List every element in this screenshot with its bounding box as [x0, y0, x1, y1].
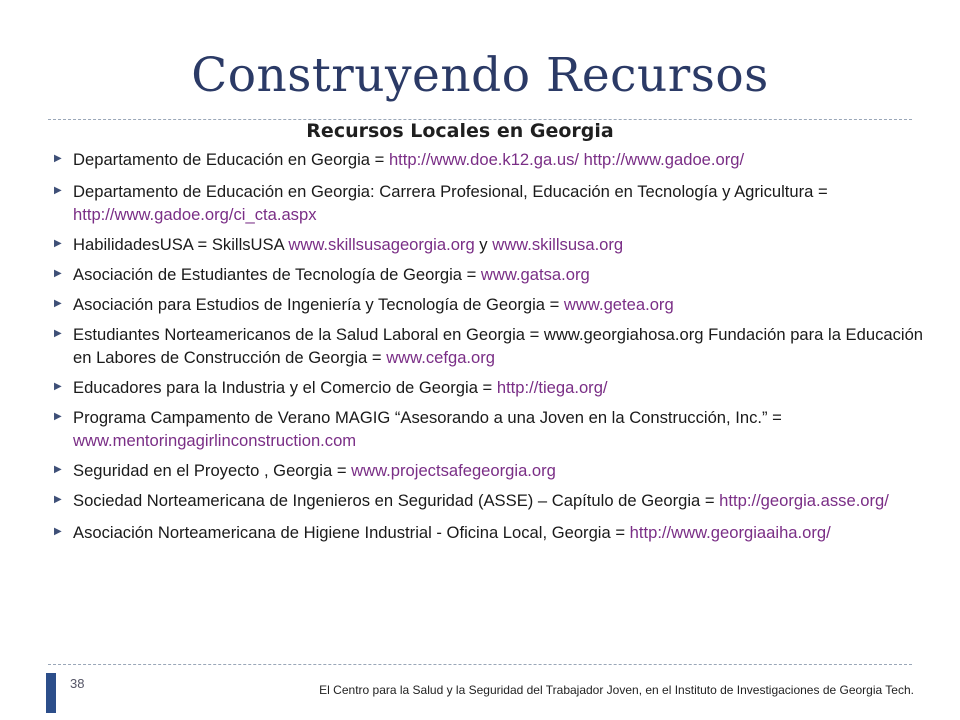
- resource-link[interactable]: http://tiega.org/: [496, 378, 608, 397]
- bullet-arrow-icon: ▶: [54, 185, 62, 196]
- resource-description: Seguridad en el Proyecto , Georgia =: [73, 461, 352, 480]
- resource-item: [46, 293, 926, 316]
- resource-item: [46, 406, 926, 452]
- resource-link[interactable]: http://www.doe.k12.ga.us/: [388, 150, 579, 169]
- bullet-arrow-icon: ▶: [54, 328, 62, 339]
- bullet-arrow-icon: ▶: [54, 153, 62, 164]
- resource-description: Educadores para la Industria y el Comercio de Georgia =: [73, 378, 497, 397]
- resource-description: Sociedad Norteamericana de Ingenieros en Seguridad (ASSE) – Capítulo de Georgia =: [73, 491, 720, 510]
- resource-link[interactable]: www.gatsa.org: [480, 265, 590, 284]
- resource-list: [46, 148, 926, 544]
- resource-item: [46, 323, 926, 369]
- resource-description: HabilidadesUSA = SkillsUSA: [73, 235, 289, 254]
- bullet-arrow-icon: ▶: [54, 526, 62, 537]
- resource-description: Asociación para Estudios de Ingeniería y Tecnología de Georgia =: [73, 295, 564, 314]
- resource-link[interactable]: www.mentoringagirlinconstruction.com: [73, 431, 357, 450]
- resource-item: [46, 459, 926, 482]
- resource-description: y: [474, 235, 493, 254]
- resource-description: Departamento de Educación en Georgia: Carrera Profesional, Educación en Tecnología y Agricultura =: [73, 182, 828, 201]
- bullet-arrow-icon: ▶: [54, 268, 62, 279]
- resource-description: Estudiantes Norteamericanos de la Salud Laboral en Georgia = www.georgiahosa.org Fundación para la Educación en Labores de Construcción de Georgia =: [73, 325, 924, 367]
- bullet-arrow-icon: ▶: [54, 411, 62, 422]
- slide-title: Construyendo Recursos: [191, 48, 769, 103]
- bullet-arrow-icon: ▶: [54, 464, 62, 475]
- resource-description: Programa Campamento de Verano MAGIG “Asesorando a una Joven en la Construcción, Inc.” =: [73, 408, 782, 427]
- bottom-divider: [48, 664, 912, 665]
- resource-link[interactable]: www.getea.org: [563, 295, 674, 314]
- resource-link[interactable]: www.skillsusa.org: [492, 235, 624, 254]
- resource-item: [46, 521, 926, 544]
- resource-link[interactable]: http://www.gadoe.org/ci_cta.aspx: [73, 205, 317, 224]
- resource-link[interactable]: www.projectsafegeorgia.org: [351, 461, 556, 480]
- resource-link[interactable]: www.cefga.org: [386, 348, 496, 367]
- resource-item: [46, 376, 926, 399]
- bullet-arrow-icon: ▶: [54, 381, 62, 392]
- footer-text: El Centro para la Salud y la Seguridad del Trabajador Joven, en el Instituto de Investigaciones de Georgia Tech.: [319, 683, 914, 697]
- resource-item: [46, 263, 926, 286]
- resource-description: Asociación de Estudiantes de Tecnología de Georgia =: [73, 265, 481, 284]
- footer-accent-bar: [46, 673, 56, 713]
- resource-description: Departamento de Educación en Georgia =: [73, 150, 389, 169]
- resource-description: Asociación Norteamericana de Higiene Industrial - Oficina Local, Georgia =: [73, 523, 630, 542]
- slide-subtitle: Recursos Locales en Georgia: [306, 120, 614, 142]
- resource-item: [46, 233, 926, 256]
- resource-link[interactable]: http://www.georgiaaiha.org/: [629, 523, 831, 542]
- resource-link[interactable]: http://georgia.asse.org/: [719, 491, 889, 510]
- resource-link[interactable]: www.skillsusageorgia.org: [288, 235, 475, 254]
- bullet-arrow-icon: ▶: [54, 494, 62, 505]
- slide-number: 38: [70, 676, 85, 691]
- resource-item: [46, 489, 926, 512]
- bullet-arrow-icon: ▶: [54, 238, 62, 249]
- resource-item: [46, 180, 926, 226]
- resource-link[interactable]: http://www.gadoe.org/: [583, 150, 745, 169]
- resource-item: [46, 148, 926, 171]
- bullet-arrow-icon: ▶: [54, 298, 62, 309]
